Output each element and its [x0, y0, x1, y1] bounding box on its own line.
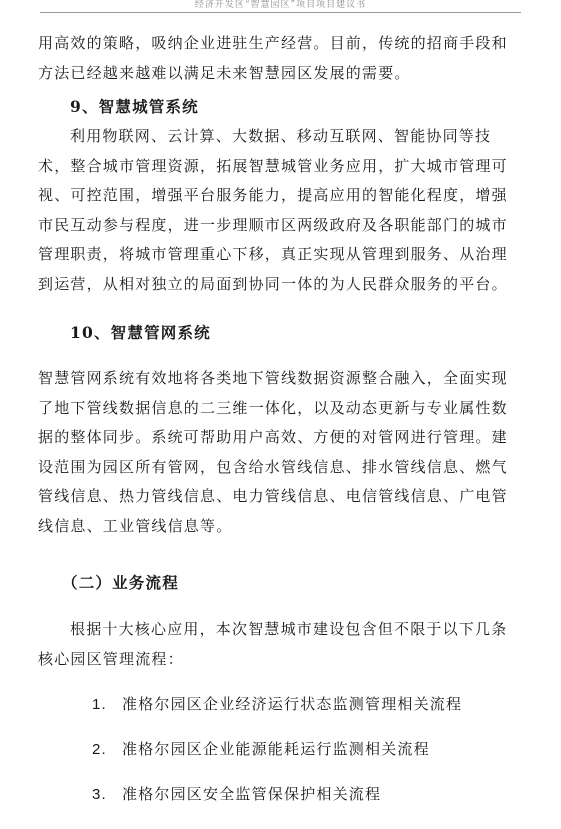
paragraph-line: 管理职责，将城市管理重心下移，真正实现从管理到服务、从治理 [38, 245, 508, 263]
paragraph-line: 管线信息、热力管线信息、电力管线信息、电信管线信息、广电管 [38, 487, 508, 505]
page-header: 经济开发区“智慧园区”项目项目建议书 [40, 0, 521, 13]
list-item [92, 694, 462, 739]
paragraph-line: 线信息、工业管线信息等。 [38, 516, 233, 535]
process-list [92, 694, 462, 829]
list-item-number: 2. [92, 741, 107, 758]
section-heading-business-process: （二）业务流程 [62, 573, 179, 592]
paragraph-line: 用高效的策略，吸纳企业进驻生产经营。目前，传统的招商手段和 [38, 34, 508, 52]
intro-paragraph [38, 29, 520, 88]
list-item [92, 784, 462, 829]
paragraph-line: 市民互动参与程度，进一步理顺市区两级政府及各职能部门的城市 [38, 215, 508, 234]
section-heading-smart-pipe-network: 10、智慧管网系统 [70, 323, 211, 342]
section10-paragraph [38, 364, 520, 541]
list-item [92, 739, 462, 784]
paragraph-line: 方法已经越来越难以满足未来智慧园区发展的需要。 [38, 63, 411, 82]
list-item-number: 3. [92, 786, 107, 803]
section9-paragraph [38, 122, 520, 299]
paragraph-line: 术，整合城市管理资源，拓展智慧城管业务应用，扩大城市管理可 [38, 156, 508, 175]
paragraph-line: 到运营，从相对独立的局面到协同一体的为人民群众服务的平台。 [38, 274, 508, 293]
paragraph-line: 了地下管线数据信息的二三维一体化，以及动态更新与专业属性数 [38, 398, 508, 417]
paragraph-line: 根据十大核心应用，本次智慧城市建设包含但不限于以下几条 [70, 620, 508, 638]
paragraph-line: 设范围为园区所有管网，包含给水管线信息、排水管线信息、燃气 [38, 457, 508, 476]
section-heading-smart-city-management: 9、智慧城管系统 [70, 97, 199, 116]
list-item-text: 准格尔园区企业经济运行状态监测管理相关流程 [122, 695, 463, 713]
business-process-paragraph [38, 615, 520, 674]
list-item-text: 准格尔园区企业能源能耗运行监测相关流程 [122, 740, 430, 758]
paragraph-line: 利用物联网、云计算、大数据、移动互联网、智能协同等技 [70, 127, 492, 145]
paragraph-line: 视、可控范围，增强平台服务能力，提高应用的智能化程度，增强 [38, 186, 508, 204]
list-item-text: 准格尔园区安全监管保保护相关流程 [122, 785, 382, 803]
paragraph-line: 核心园区管理流程： [38, 649, 184, 668]
paragraph-line: 智慧管网系统有效地将各类地下管线数据资源整合融入，全面实现 [38, 369, 508, 387]
paragraph-line: 据的整体同步。系统可帮助用户高效、方便的对管网进行管理。建 [38, 428, 508, 446]
list-item-number: 1. [92, 696, 107, 713]
